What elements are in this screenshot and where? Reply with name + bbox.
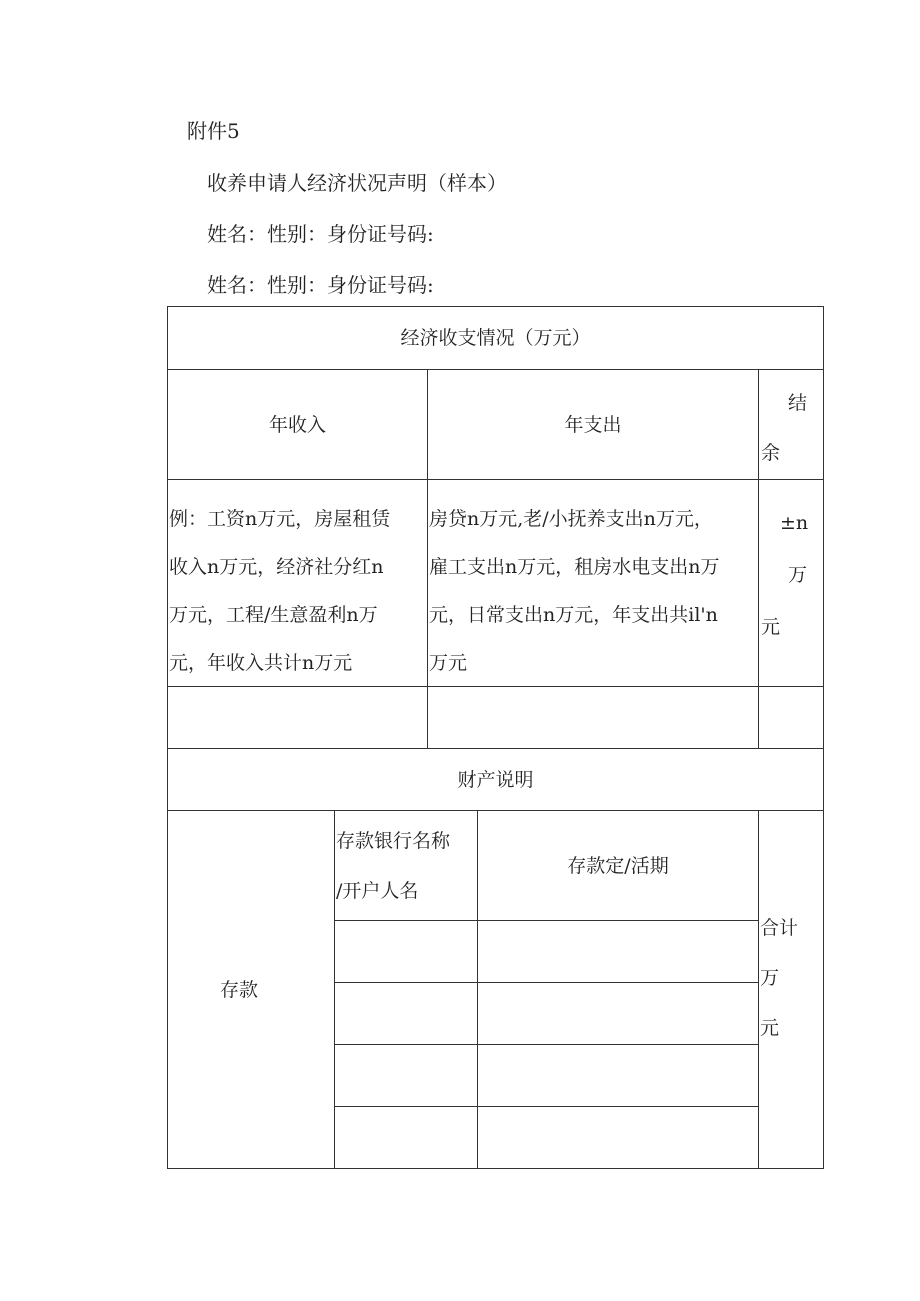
table-rule: [334, 1044, 758, 1045]
table-rule: [334, 810, 335, 1168]
deposit-total-line: 元: [760, 1017, 780, 1039]
table-rule: [334, 982, 758, 983]
table-rule: [758, 369, 759, 748]
document-title: 收养申请人经济状况声明（样本）: [207, 171, 507, 195]
bank-name-header-line: /开户人名: [336, 880, 419, 902]
property-section-header: 财产说明: [457, 768, 534, 791]
table-border-bottom: [167, 1168, 824, 1169]
applicant-info-line-1: 姓名：性别：身份证号码:: [207, 222, 434, 246]
expense-example-line: 元，日常支出n万元，年支出共il'n: [429, 604, 718, 626]
income-example-line: 收入n万元，经济社分红n: [169, 556, 384, 578]
income-example-line: 例：工资n万元，房屋租赁: [169, 508, 391, 530]
income-expense-section-header: 经济收支情况（万元）: [400, 327, 591, 349]
annex-label: 附件5: [187, 119, 240, 143]
balance-example: [760, 497, 823, 653]
income-example: [169, 495, 426, 687]
balance-header-char: 余: [761, 442, 781, 464]
bank-name-header: [336, 816, 476, 916]
table-rule: [758, 810, 759, 1168]
table-rule: [334, 920, 758, 921]
balance-header-char: 结: [788, 392, 808, 414]
deposit-total-line: 万: [760, 967, 780, 989]
expense-example-line: 万元: [429, 652, 468, 674]
balance-example-line: 万: [788, 564, 808, 586]
income-example-line: 万元，工程/生意盈利n万: [169, 604, 378, 626]
deposit-label: 存款: [219, 978, 258, 1001]
table-border-right: [823, 306, 824, 1168]
deposit-total: [760, 903, 823, 1053]
deposit-type-header: 存款定/活期: [567, 854, 669, 877]
balance-header: [760, 378, 823, 478]
deposit-total-line: 合计: [760, 917, 799, 939]
bank-name-header-line: 存款银行名称: [336, 830, 451, 852]
annual-income-header: 年收入: [268, 413, 326, 436]
applicant-info-line-2: 姓名：性别：身份证号码:: [207, 273, 434, 297]
annual-expense-header: 年支出: [564, 413, 622, 436]
income-example-line: 元，年收入共计n万元: [169, 652, 353, 674]
balance-example-line: ±n: [780, 512, 809, 534]
balance-example-line: 元: [761, 616, 781, 638]
table-rule: [167, 479, 824, 480]
table-rule: [334, 1106, 758, 1107]
expense-example-line: 雇工支出n万元，租房水电支出n万: [429, 556, 720, 578]
expense-example-line: 房贷n万元,老/小抚养支出n万元，: [429, 508, 713, 530]
expense-example: [429, 495, 757, 687]
